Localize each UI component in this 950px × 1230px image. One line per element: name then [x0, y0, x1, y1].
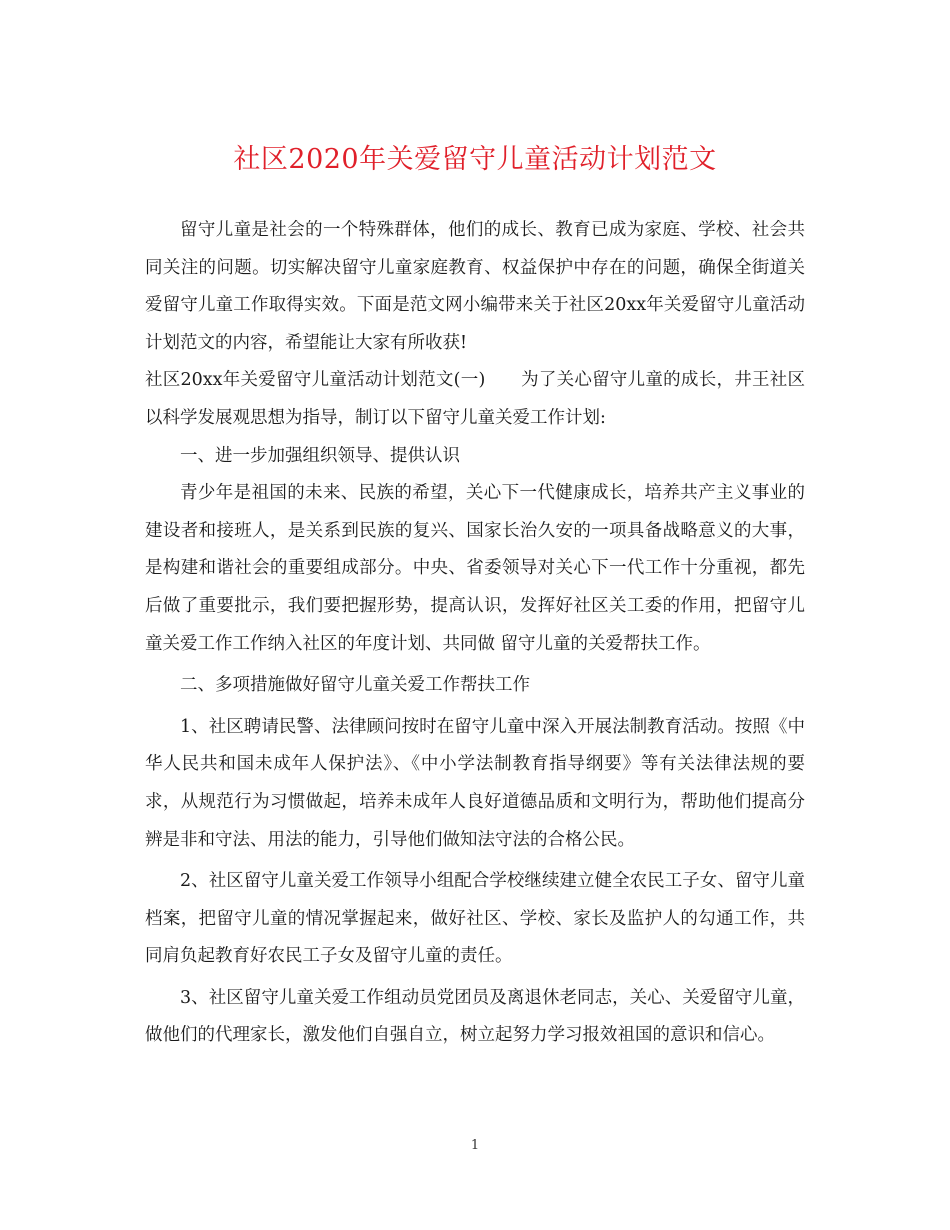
- intro-paragraph: 留守儿童是社会的一个特殊群体，他们的成长、教育已成为家庭、学校、社会共同关注的问题。切实解决留守儿童家庭教育、权益保护中存在的问题，确保全街道关爱留守儿童工作取得实效。下面是范文网小编带来关于社区20xx年关爱留守儿童活动计划范文的内容，希望能让大家有所收获!: [145, 220, 805, 353]
- section-heading-1: 一、进一步加强组织领导、提供认识: [180, 445, 460, 466]
- document-title: 社区2020年关爱留守儿童活动计划范文: [233, 144, 717, 175]
- section-1-paragraph: 青少年是祖国的未来、民族的希望，关心下一代健康成长，培养共产主义事业的建设者和接班人，是关系到民族的复兴、国家长治久安的一项具备战略意义的大事，是构建和谐社会的重要组成部分。中央、省委领导对关心下一代工作十分重视，都先后做了重要批示，我们要把握形势，提高认识，发挥好社区关工委的作用，把留守儿童关爱工作工作纳入社区的年度计划、共同做 留守儿童的关爱帮扶工作。: [145, 483, 805, 654]
- section-heading-2: 二、多项措施做好留守儿童关爱工作帮扶工作: [180, 675, 530, 696]
- measure-3-paragraph: 3、社区留守儿童关爱工作组动员党团员及离退休老同志，关心、关爱留守儿童，做他们的代理家长，激发他们自强自立，树立起努力学习报效祖国的意识和信心。: [145, 987, 805, 1046]
- page-number: 1: [470, 1138, 480, 1153]
- document-body: [145, 212, 805, 1055]
- plan-heading-paragraph: 社区20xx年关爱留守儿童活动计划范文(一) 为了关心留守儿童的成长，井王社区以科学发展观思想为指导，制订以下留守儿童关爱工作计划:: [145, 370, 805, 428]
- measure-1-paragraph: 1、社区聘请民警、法律顾问按时在留守儿童中深入开展法制教育活动。按照《中华人民共和国未成年人保护法》、《中小学法制教育指导纲要》等有关法律法规的要求，从规范行为习惯做起，培养未成年人良好道德品质和文明行为，帮助他们提高分辨是非和守法、用法的能力，引导他们做知法守法的合格公民。: [145, 716, 805, 850]
- measure-2-paragraph: 2、社区留守儿童关爱工作领导小组配合学校继续建立健全农民工子女、留守儿童档案，把留守儿童的情况掌握起来，做好社区、学校、家长及监护人的勾通工作，共同肩负起教育好农民工子女及留守儿童的责任。: [145, 871, 805, 967]
